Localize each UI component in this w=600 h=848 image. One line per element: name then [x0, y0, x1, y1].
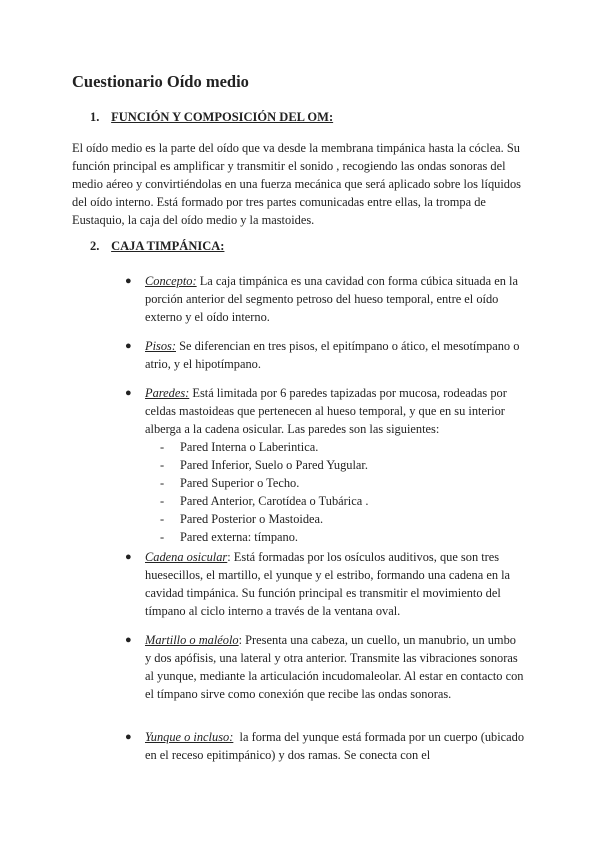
bullet-dot-icon: ●: [125, 275, 132, 287]
bullet-dot-icon: ●: [125, 340, 132, 352]
list-item: - Pared Superior o Techo.: [160, 476, 300, 490]
list-item: - Pared Inferior, Suelo o Pared Yugular.: [160, 458, 368, 472]
list-item: - Pared externa: tímpano.: [160, 530, 299, 544]
section-2-title: CAJA TIMPÁNICA:: [111, 239, 225, 253]
bullet-martillo: [125, 631, 525, 703]
text-cadena-osicular: : Está formadas por los osículos auditivos, que son tres huesecillos, el martillo, el yunque y el estribo, formando una cadena en la cavidad timpánica. Su función principal es transmitir el movimiento del tímpano al ciclo interno a través de la ventana oval.: [145, 550, 511, 618]
term-pisos: Pisos:: [145, 339, 176, 353]
list-item: - Pared Anterior, Carotídea o Tubárica .: [160, 494, 369, 508]
bullet-paredes: [125, 384, 525, 546]
bullet-pisos: [125, 337, 525, 373]
bullet-cadena-osicular: [125, 548, 525, 620]
text-paredes: Está limitada por 6 paredes tapizadas por mucosa, rodeadas por celdas mastoideas que pertenecen al hueso temporal, y que en su interior alberga a la cadena osicular. Las paredes son las siguientes:: [145, 386, 507, 436]
term-concepto: Concepto:: [145, 274, 197, 288]
section-1-title: FUNCIÓN Y COMPOSICIÓN DEL OM:: [111, 110, 334, 124]
section-1-paragraph: El oído medio es la parte del oído que va desde la membrana timpánica hasta la cóclea. Su función principal es amplificar y transmitir el sonido , recogiendo las ondas sonoras del medio aéreo y convirtiéndolas en una fuerza mecánica que será aplicado sobre los líquidos del oído interno. Está formado por tres partes comunicadas entre ellas, la trompa de Eustaquio, la caja del oído medio y la mastoides.: [72, 141, 521, 227]
section-1-number: 1.: [90, 110, 100, 124]
section-2-heading: [90, 239, 224, 254]
list-item: - Pared Interna o Laberintica.: [160, 440, 319, 454]
section-2-number: 2.: [90, 239, 100, 253]
bullet-concepto: [125, 272, 525, 326]
text-concepto: La caja timpánica es una cavidad con forma cúbica situada en la porción anterior del segmento petroso del hueso temporal, entre el oído externo y el oído interno.: [145, 274, 518, 324]
bullet-dot-icon: ●: [125, 551, 132, 563]
term-martillo: Martillo o maléolo: [145, 633, 239, 647]
text-pisos: Se diferencian en tres pisos, el epitímpano o ático, el mesotímpano o atrio, y el hipotímpano.: [145, 339, 520, 371]
bullet-dot-icon: ●: [125, 731, 132, 743]
section-1-heading: [90, 110, 333, 125]
bullet-dot-icon: ●: [125, 387, 132, 399]
text-martillo: : Presenta una cabeza, un cuello, un manubrio, un umbo y dos apófisis, una lateral y otra anterior. Transmite las vibraciones sonoras al yunque, mediante la articulación incudomaleolar. Al estar en contacto con el tímpano sirve como conexión que recibe las ondas sonoras.: [145, 633, 524, 701]
bullet-yunque: [125, 728, 528, 764]
bullet-dot-icon: ●: [125, 634, 132, 646]
paredes-list: [145, 438, 525, 546]
text-yunque: la forma del yunque está formada por un cuerpo (ubicado en el receso epitimpánico) y dos ramas. Se conecta con el: [145, 730, 528, 762]
term-paredes: Paredes:: [145, 386, 190, 400]
page-title: Cuestionario Oído medio: [72, 72, 249, 91]
list-item: - Pared Posterior o Mastoidea.: [160, 512, 324, 526]
term-cadena-osicular: Cadena osicular: [145, 550, 228, 564]
term-yunque: Yunque o incluso:: [145, 730, 234, 744]
